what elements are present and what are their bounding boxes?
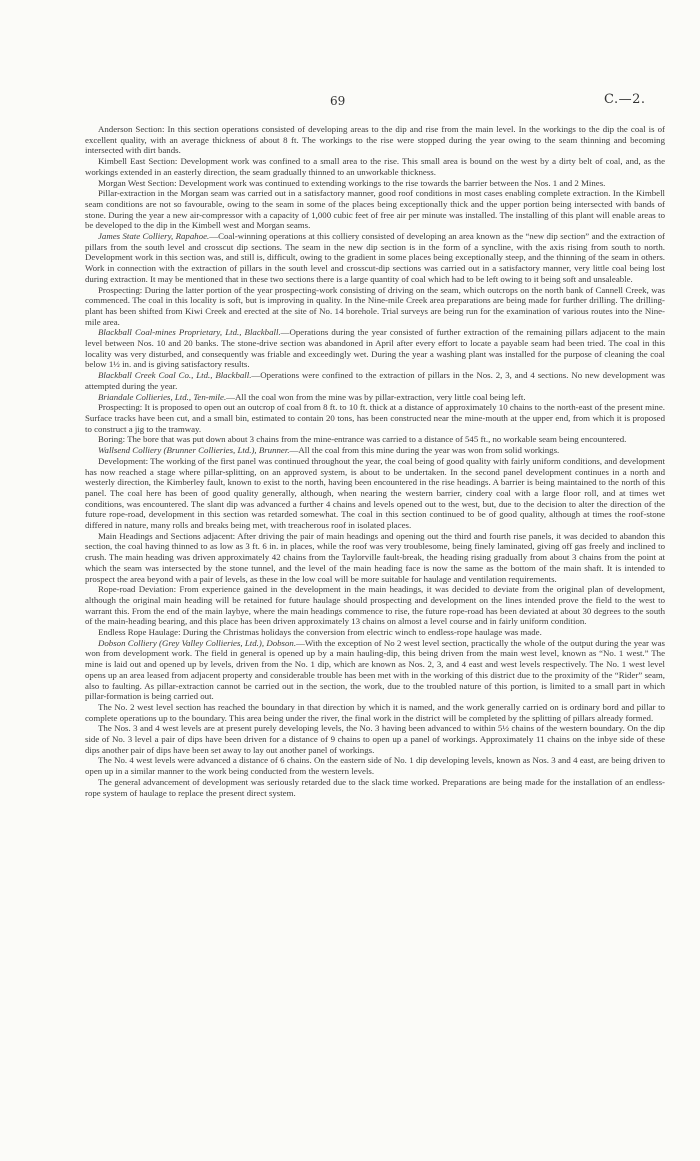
paragraph-text: Prospecting: During the latter portion of the year prospecting-work consisting of driving on the seam, which outcrops on the north bank of Cannell Creek, was commenced. The coal in this locality is soft, but is improving in quality. In the Nine-mile Creek area preparations are being made for further drilling. The drilling-plant has been shifted from Kiwi Creek and erected at the site of No. 14 borehole. Trial surveys are being run for the examination of various routes into the Nine-mile area. [85, 284, 665, 327]
paragraph-lead: Dobson Colliery (Grey Valley Collieries, Ltd.), Dobson. [98, 637, 297, 648]
paragraph [85, 156, 665, 177]
paragraph-text: Pillar-extraction in the Morgan seam was carried out in a satisfactory manner, good roof conditions in most cases enabling complete extraction. In the Kimbell seam conditions are not so favourable, owing to the seam in some of the places being exceptionally thick and the upper portion being intersected with bands of stone. During the year a new air-compressor with a capacity of 1,000 cubic feet of free air per minute was installed. The installing of this plant will enable areas to be developed to the dip in the Kimbell west and Morgan seams. [85, 188, 665, 231]
paragraph-text: Kimbell East Section: Development work was confined to a small area to the rise. This small area is bound on the west by a dirty belt of coal, and, as the workings extended in an easterly direction, the seam gradually thinned to an unworkable thickness. [85, 156, 665, 177]
paragraph-lead: James State Colliery, Rapahoe. [98, 231, 210, 242]
paragraph-text: The Nos. 3 and 4 west levels are at present purely developing levels, the No. 3 having been advanced to within 5½ chains of the western boundary. On the dip side of No. 3 level a pair of dips have been driven for a distance of 9 chains to open up a panel of workings. Approximately 11 chains on the inbye side of these dips another pair of dips have been set away to lay out another panel of workings. [85, 723, 665, 755]
paragraph-text: —All the coal from this mine during the year was won from solid workings. [289, 445, 560, 456]
paragraph [85, 285, 665, 328]
paragraph-text: —Coal-winning operations at this colliery consisted of developing an area known as the “new dip section” and the extraction of pillars from the south level and crosscut dip sections. The seam in the new dip section is in the form of a syncline, with the axis rising from south to north. Development work in this section was, and still is, difficult, owing to the gradient in some places being exceptionally steep, and the thinning of the seam in others. Work in connection with the extraction of pillars in the south level and crosscut-dip sections was carried out in a satisfactory manner, very little coal being lost during extraction. It may be mentioned that in these two sections there is a large quantity of coal which had to be left owing to it being soft and unsaleable. [85, 231, 665, 284]
paragraph-lead: Blackball Coal-mines Proprietary, Ltd., Blackball. [98, 327, 281, 338]
page-number: 69 [330, 94, 346, 108]
paragraph [85, 702, 665, 723]
paragraph-lead: Wallsend Colliery (Brunner Collieries, Ltd.), Brunner. [98, 445, 290, 456]
paragraph-text: Main Headings and Sections adjacent: After driving the pair of main headings and opening out the third and fourth rise panels, it was decided to abandon this section, the coal having thinned to as low as 3 ft. 6 in. in places, while the roof was very troublesome, being finely laminated, giving off gas freely and inclined to crush. The main heading was driven approximately 42 chains from the Taylorville fault-break, the heading rising gradually from about 3 chains from the point at which the seam was intersected by the stone tunnel, and the level of the main heading face is now the same as the bottom of the main shaft. It is intended to prospect the area beyond with a pair of levels, as these in the low coal will be more suitable for haulage and ventilation requirements. [85, 530, 665, 584]
paragraph [85, 456, 665, 531]
paragraph [85, 370, 665, 391]
report-body [85, 124, 665, 798]
paragraph-text: The general advancement of development was seriously retarded due to the slack time worked. Preparations are being made for the installation of an endless-rope system of haulage to replace the present direct system. [85, 776, 665, 798]
paragraph [85, 584, 665, 627]
paragraph-text: —Operations were confined to the extraction of pillars in the Nos. 2, 3, and 4 sections. No new development was attempted during the year. [85, 370, 665, 391]
paragraph-text: —All the coal won from the mine was by pillar-extraction, very little coal being left. [226, 391, 526, 402]
paragraph [85, 445, 665, 456]
paragraph [85, 392, 665, 403]
paragraph [85, 124, 665, 156]
paragraph [85, 531, 665, 585]
document-reference: C.—2. [604, 92, 646, 107]
paragraph [85, 627, 665, 638]
paragraph [85, 777, 665, 798]
paragraph-text: —With the exception of No 2 west level section, practically the whole of the output during the year was won from development work. The field in general is opened up by a main hauling-dip, this being driven from the main west level, known as “No. 1 west.” The mine is laid out and opened up by levels, driven from the No. 1 dip, which are known as Nos. 2, 3, and 4 east and west levels respectively. The No. 1 west level opens up an area leased from adjacent property and considerable trouble has been met with in the working of this district due to the proximity of the “Rider” seam, also to faulting. As pillar-extraction cannot be carried out in the section, the work, due to the troubled nature of this portion, is limited to a small part in which pillar-formation is being carried out. [85, 637, 665, 702]
paragraph-text: Morgan West Section: Development work was continued to extending workings to the rise towards the barrier between the Nos. 1 and 2 Mines. [98, 177, 606, 188]
paragraph-lead: Briandale Collieries, Ltd., Ten-mile. [98, 391, 227, 402]
paragraph [85, 327, 665, 370]
paragraph-text: The No. 4 west levels were advanced a distance of 6 chains. On the eastern side of No. 1 dip developing levels, known as Nos. 3 and 4 east, are being driven to open up in a similar manner to the work being conducted from the western levels. [85, 755, 665, 777]
paragraph-text: The No. 2 west level section has reached the boundary in that direction by which it is named, and the work generally carried on is ordinary bord and pillar to complete operations up to the boundary. This area being under the river, the final work in the district will be completed by the splitting of pillars already formed. [85, 701, 665, 723]
paragraph-lead: Blackball Creek Coal Co., Ltd., Blackball. [98, 370, 252, 381]
paragraph [85, 755, 665, 776]
paragraph [85, 638, 665, 702]
paragraph [85, 188, 665, 231]
paragraph-text: Prospecting: It is proposed to open out an outcrop of coal from 8 ft. to 10 ft. thick at a distance of approximately 10 chains to the north-east of the present mine. Surface tracks have been cut, and a small bin, estimated to contain 20 tons, has been constructed near the mine-mouth at the upper end, from which it is proposed to construct a jig to the tramway. [85, 402, 665, 434]
paragraph-text: Rope-road Deviation: From experience gained in the development in the main headings, it was decided to deviate from the original plan of development, although the original main heading will be retained for future haulage should prospecting and development on the lines intended prove the field to the west to warrant this. From the end of the main laybye, where the main headings commence to rise, the future rope-road has been deviated at about 30 degrees to the south of the main-heading bearing, and this place has been driven approximately 13 chains on almost a level course and in fairly uniform condition. [85, 584, 665, 627]
paragraph-text: Endless Rope Haulage: During the Christmas holidays the conversion from electric winch to endless-rope haulage was made. [98, 627, 542, 638]
paragraph-text: Anderson Section: In this section operations consisted of developing areas to the dip and rise from the main level. In the workings to the dip the coal is of excellent quality, with an average thickness of about 8 ft. The workings to the rise were stopped during the year owing to the seam thinning and becoming intersected with dirt bands. [85, 124, 665, 156]
paragraph [85, 402, 665, 434]
paragraph [85, 434, 665, 445]
paragraph-text: Boring: The bore that was put down about 3 chains from the mine-entrance was carried to a distance of 545 ft., no workable seam being encountered. [98, 434, 627, 445]
paragraph-text: —Operations during the year consisted of further extraction of the remaining pillars adjacent to the main level between Nos. 10 and 20 banks. The stone-drive section was abandoned in April after every effort to locate a payable seam had been tried. The coal in this locality was very disturbed, and consequently was friable and exceedingly wet. During the year a washing plant was installed for the purpose of cleaning the coal below 1½ in. and is giving satisfactory results. [85, 327, 665, 370]
paragraph [85, 231, 665, 285]
paragraph [85, 723, 665, 755]
paragraph [85, 178, 665, 189]
paragraph-text: Development: The working of the first panel was continued throughout the year, the coal being of good quality with fairly uniform conditions, and development has now reached a stage where pillar-splitting, on an approved system, is about to be undertaken. In the second panel development continues in a north and westerly direction, the Kimberley fault, known to exist to the north, having been encountered in the rise headings. A barrier is being maintained to the north of this panel. The coal here has been of good quality generally, although, when nearing the western barrier, cindery coal with a large floor roll, and at times wet conditions, was encountered. The slant dip was advanced a further 4 chains and levels opened out to the west, but, due to the decision to alter the direction of the future rope-road, development in this section was retarded somewhat. The coal in this section continued to be of good quality, although at times the roof-stone differed in nature, many rolls and breaks being met, with treacherous roof in isolated places. [85, 455, 665, 531]
